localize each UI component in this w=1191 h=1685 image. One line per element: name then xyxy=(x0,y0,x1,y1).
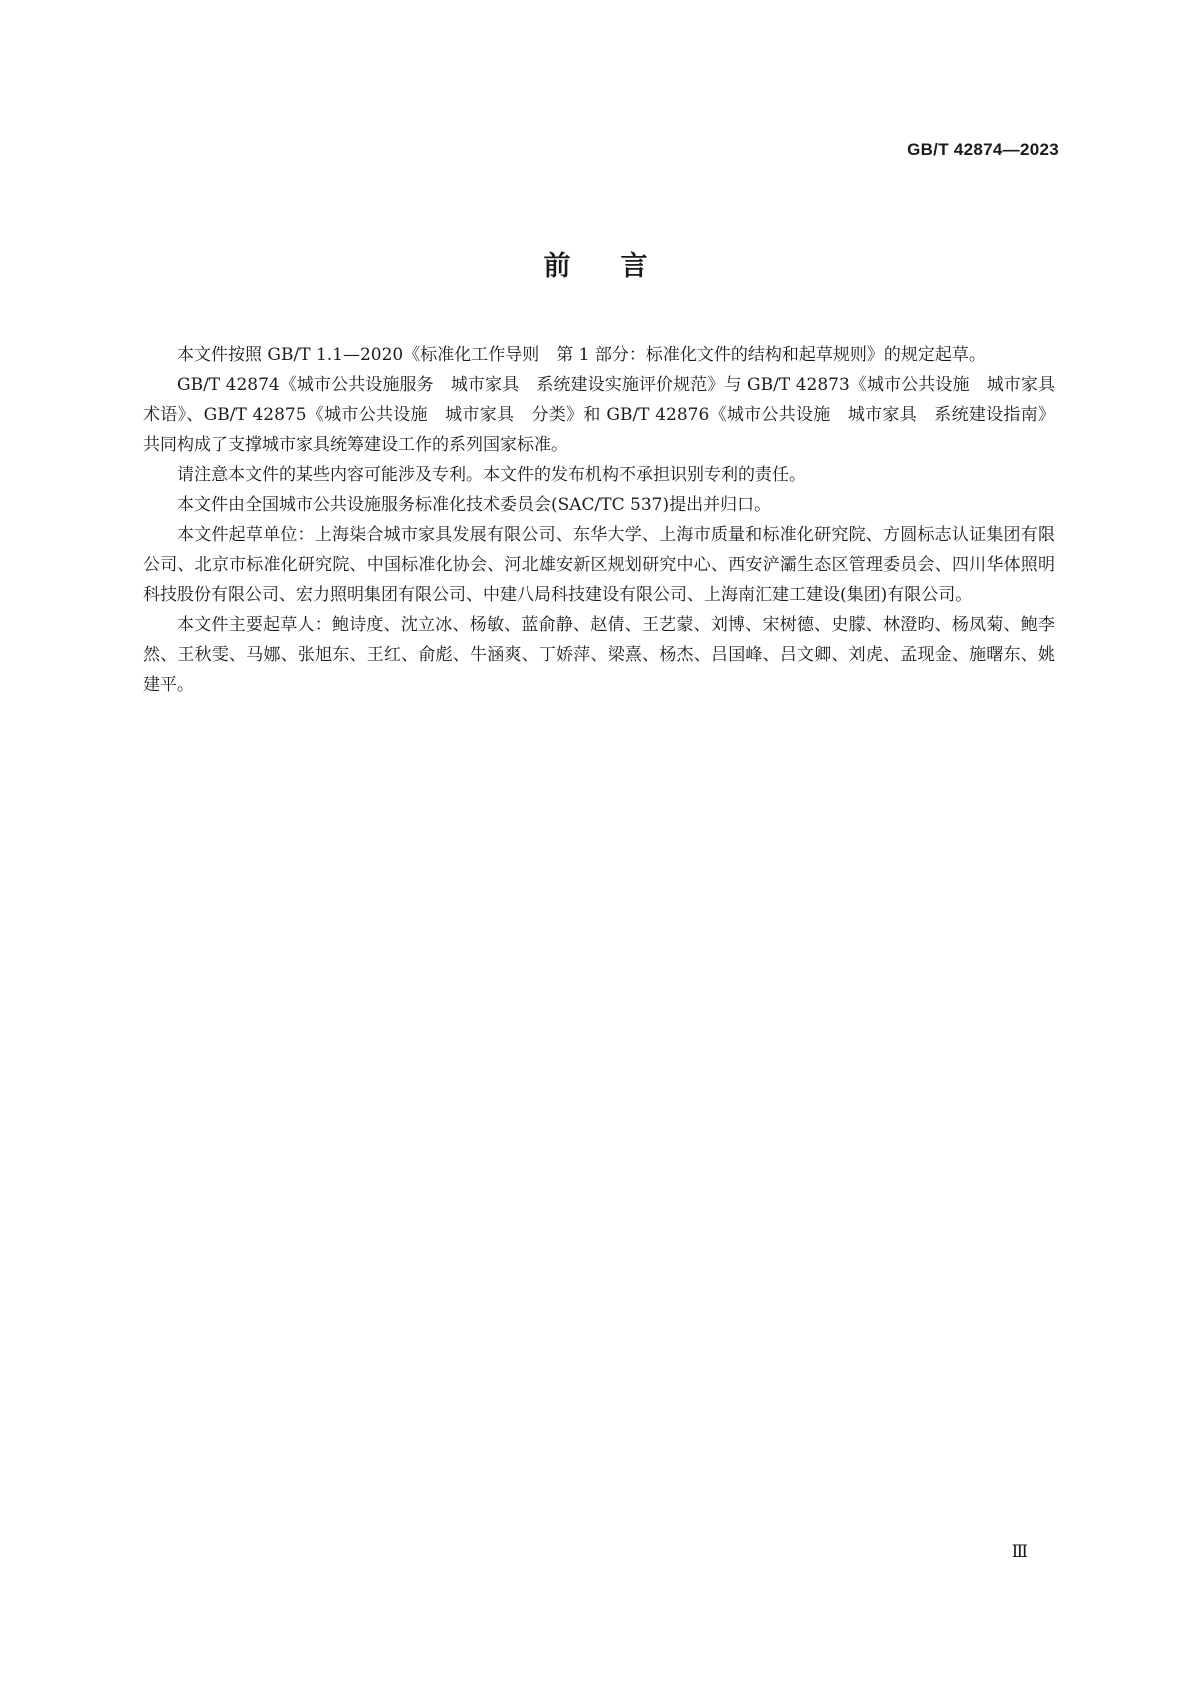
foreword-body xyxy=(143,340,1072,700)
paragraph-drafters: 本文件主要起草人：鲍诗度、沈立冰、杨敏、蓝俞静、赵倩、王艺蒙、刘博、宋树德、史朦、林澄昀、杨凤菊、鲍李然、王秋雯、马娜、张旭东、王红、俞彪、牛涵爽、丁娇萍、梁熹、杨杰、吕国峰、吕文卿、刘虎、孟现金、施曙东、姚建平。 xyxy=(143,615,1055,695)
page-number: Ⅲ xyxy=(1011,1542,1028,1561)
paragraph-patent-notice: 请注意本文件的某些内容可能涉及专利。本文件的发布机构不承担识别专利的责任。 xyxy=(177,465,806,485)
page-title: 前言 xyxy=(543,251,698,282)
paragraph-proposer: 本文件由全国城市公共设施服务标准化技术委员会(SAC/TC 537)提出并归口。 xyxy=(177,495,772,515)
standard-number: GB/T 42874—2023 xyxy=(907,140,1059,159)
paragraph-drafting-organizations: 本文件起草单位：上海柒合城市家具发展有限公司、东华大学、上海市质量和标准化研究院、方圆标志认证集团有限公司、北京市标准化研究院、中国标准化协会、河北雄安新区规划研究中心、西安浐灞生态区管理委员会、四川华体照明科技股份有限公司、宏力照明集团有限公司、中建八局科技建设有限公司、上海南汇建工建设(集团)有限公司。 xyxy=(143,525,1055,605)
paragraph-related-standards: GB/T 42874《城市公共设施服务 城市家具 系统建设实施评价规范》与 GB/T 42873《城市公共设施 城市家具 术语》、GB/T 42875《城市公共设施 城市家具 分类》和 GB/T 42876《城市公共设施 城市家具 系统建设指南》共同构成了支撑城市家具统筹建设工作的系列国家标准。 xyxy=(143,375,1072,455)
paragraph-drafting-rules: 本文件按照 GB/T 1.1—2020《标准化工作导则 第 1 部分：标准化文件的结构和起草规则》的规定起草。 xyxy=(177,345,986,365)
